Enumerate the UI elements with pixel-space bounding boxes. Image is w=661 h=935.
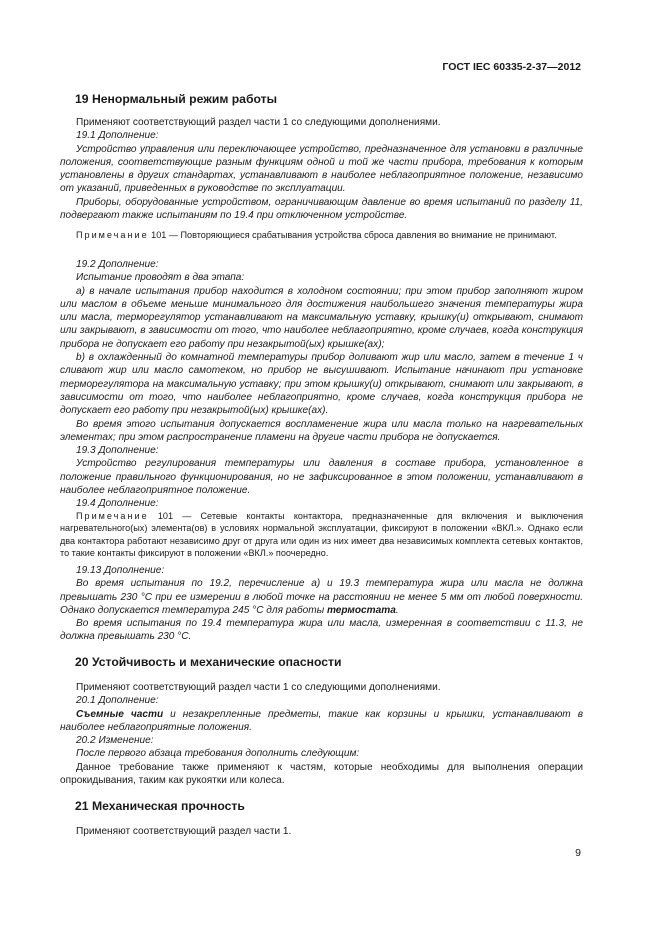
s19-p9: Во время испытания по 19.4 температура жира или масла, измеренная в соответствии с 11.3, не должна превышать 230 °С. [60,618,583,643]
s20-intro: Применяют соответствующий раздел части 1 со следующими дополнениями. [76,682,441,693]
clause-20-2: 20.2 Изменение: [76,735,154,747]
document-header: ГОСТ IEC 60335-2-37—2012 [442,61,581,73]
s21-intro: Применяют соответствующий раздел части 1. [76,826,292,837]
clause-19-13: 19.13 Дополнение: [76,565,165,576]
clause-19-2-block [60,258,583,511]
s19-p7: Устройство регулирования температуры или давления в составе прибора, установленное в положение правильного функционирования, но не зафиксированное в этом положении, устанавливают в наиболее неблагоприятное положение. [60,458,583,497]
section-21-title: 21 Механическая прочность [75,799,245,813]
clause-20-1: 20.1 Дополнение: [76,695,159,707]
s19-p1: Устройство управления или переключающее устройство, предназначенное для установки в различные положения, соответствующие разным функциям одной и той же части прибора, требования к которым установлены в других стандартах, устанавливают в наиболее неблагоприятное положение, независимо от указаний, приведенных в руководстве по эксплуатации. [60,143,583,195]
page-number: 9 [575,847,581,859]
note-text: 101 — Повторяющиеся срабатывания устройства сброса давления во внимание не принимают. [148,230,557,240]
clause-19-3: 19.3 Дополнение: [76,445,159,457]
term-removable-parts: Съемные части [76,708,164,720]
term-thermostat: термостата [326,604,396,616]
note-101-contactor [60,510,583,560]
s19-p4: а) в начале испытания прибор находится в холодном состоянии; при этом прибор заполняют жиром или маслом в объеме меньше минимального для достижения наибольшего значения температуры жира или масла, терморегулятор устанавливают на максимальную уставку, крышку(и) открывают, снимают или закрывают, в зависимости от того, что наиболее неблагоприятно, кроме случаев, когда конструкция прибора не допускает его работу при незакрытой(ых) крышке(ах); [60,285,583,350]
s19-p2: Приборы, оборудованные устройством, ограничивающим давление во время испытаний по разделу 11, подвергают также испытаниям по 19.4 при отключенном устройстве. [60,196,583,222]
s19-intro: Применяют соответствующий раздел части 1 со следующими дополнениями. [76,117,441,128]
clause-19-13-block [60,564,583,644]
section-19-body [60,116,583,222]
s19-p5: b) в охлажденный до комнатной температуры прибор доливают жир или масло, затем в течение 1 ч сливают жир или масло самотеком, но прибор не высушивают. Испытание начинают при установке терморегулятора на максимальную уставку; при этом крышку(и) открывают, снимают или закрывают, в зависимости от того, что наиболее неблагоприятно, кроме случаев, когда конструкция прибора не допускает его работу при незакрытой(ых) крышке(ах). [60,352,583,417]
section-21-body [60,825,583,838]
note-text: 101 — Сетевые контакты контактора, предназначенные для включения и выключения нагревательного(ых) элемента(ов) в условиях нормальной эксплуатации, фиксируют в положении «ВКЛ.». Однако если два контактора работают независимо друг от друга или один из них имеет два независимых комплекта сетевых контактов, то такие контакты фиксируют в положении «ВКЛ.» поочередно. [60,511,583,559]
section-19-title: 19 Ненормальный режим работы [75,92,277,106]
clause-19-2: 19.2 Дополнение: [76,259,159,270]
s19-p8: Во время испытания по 19.2, перечисление а) и 19.3 температура жира или масла не должна превышать 230 °С при ее измерении в любой точке на расстоянии не менее 5 мм от любой поверхности. Однако допускается температура 245 °С для работы термостата. [60,578,583,616]
s19-p6: Во время этого испытания допускается воспламенение жира или масла только на нагревательных элементах; при этом распространение пламени на другие части прибора не допускается. [60,418,583,443]
section-20-title: 20 Устойчивость и механические опасности [75,655,342,669]
s19-p3: Испытание проводят в два этапа: [76,272,245,284]
clause-19-4: 19.4 Дополнение: [76,498,159,510]
s20-p1: Съемные части и незакрепленные предметы, такие как корзины и крышки, устанавливают в наиболее неблагоприятные положения. [60,708,583,733]
section-20-body [60,681,583,787]
s20-p3: Данное требование также применяют к частям, которые необходимы для выполнения операции опрокидывания, таким как рукоятки или колеса. [60,761,583,787]
clause-19-1: 19.1 Дополнение: [76,130,159,142]
note-101-pressure [60,229,583,241]
note-label: Примечание [76,511,149,521]
note-label: Примечание [76,230,149,240]
s20-p2: После первого абзаца требования дополнить следующим: [76,748,360,760]
